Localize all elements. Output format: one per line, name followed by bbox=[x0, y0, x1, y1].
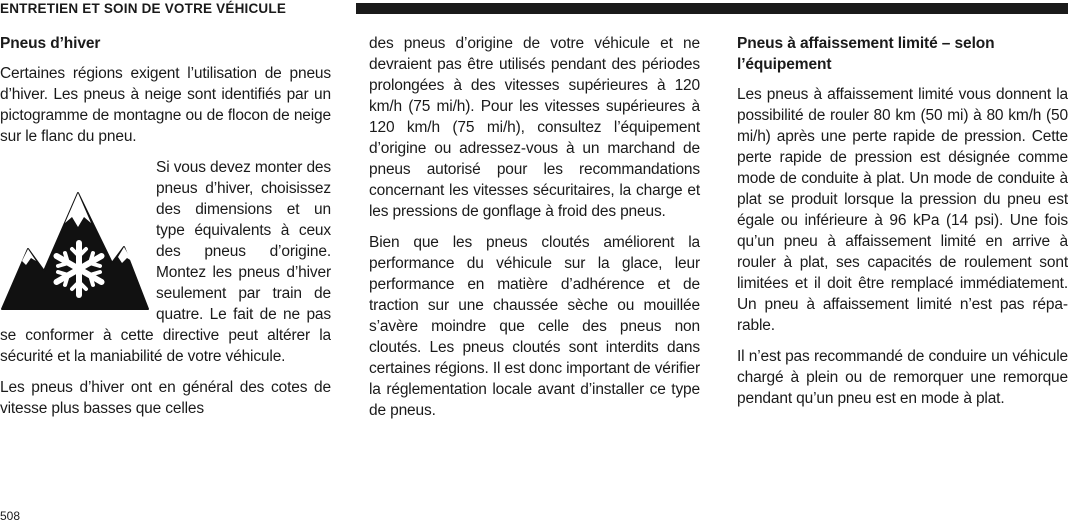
mountain-snowflake-icon bbox=[0, 187, 150, 315]
heading-run-flat-tires: Pneus à affaissement limité – selon l’équipement bbox=[737, 35, 995, 73]
paragraph-speed-continued: des pneus d’origine de votre véhicule et ne devraient pas être utilisés pendant des périodes prolongées à des vitesses supérieures à 120 km/h (75 mi/h). Pour les vitesses supérieures à 120 km/h (75 mi/h), consultez l’équipement d’origine ou adressez-vous à un marchand de pneus autorisé pour les recommandations concernant les vitesses sécuritaires, la charge et les pressions de gonflage à froid des pneus. bbox=[369, 35, 700, 220]
page-number: 508 bbox=[0, 509, 21, 523]
column-3 bbox=[737, 33, 1068, 419]
header-rule bbox=[356, 3, 1068, 14]
paragraph-winter-intro: Certaines régions exigent l’utilisation de pneus d’hiver. Les pneus à neige sont identifiés par un pictogramme de montagne ou de flocon de neige sur le flanc du pneu. bbox=[0, 65, 331, 145]
paragraph-winter-speed: Les pneus d’hiver ont en général des cotes de vitesse plus basses que celles bbox=[0, 379, 331, 417]
paragraph-studded-tires: Bien que les pneus cloutés améliorent la performance du véhicule sur la glace, leur performance en matière d’adhérence et de traction sur une chaussée sèche ou mouillée s’avère moindre que celle des pneus non cloutés. Les pneus cloutés sont interdits dans certaines régions. Il est donc important de vérifier la réglementation locale avant d’installer ce type de pneus. bbox=[369, 234, 700, 419]
section-title: ENTRETIEN ET SOIN DE VOTRE VÉHICULE bbox=[0, 1, 287, 16]
paragraph-run-flat-warning: Il n’est pas recommandé de conduire un véhicule chargé à plein ou de remorquer une remorque pendant qu’un pneu est en mode à plat. bbox=[737, 348, 1068, 407]
column-1 bbox=[0, 33, 331, 429]
paragraph-winter-install: Si vous devez monter des pneus d’hiver, choisissez des dimensions et un type équivalents à ceux des pneus d’origine. Montez les pneus d’hiver seulement par train de quatre. Le fait de ne pas se conformer à cette directive peut altérer la sécurité et la maniabilité de votre véhicule. bbox=[0, 159, 331, 365]
column-2 bbox=[369, 33, 700, 431]
paragraph-run-flat-description: Les pneus à affaissement limité vous donnent la possibilité de rouler 80 km (50 mi) à 80 km/h (50 mi/h) après une perte rapide de pression. Cette perte rapide de pression est désignée comme mode de conduite à plat. Un mode de conduite à plat se produit lorsque la pression du pneu est égale ou inférieure à 96 kPa (14 psi). Une fois qu’un pneu à affaissement limité en arrive à rouler à plat, ses capacités de roulement sont limitées et il doit être remplacé immédiatement. Un pneu à affaissement limité n’est pas réparable. bbox=[737, 86, 1068, 334]
icon-text-block bbox=[0, 157, 331, 377]
heading-winter-tires: Pneus d’hiver bbox=[0, 35, 101, 52]
